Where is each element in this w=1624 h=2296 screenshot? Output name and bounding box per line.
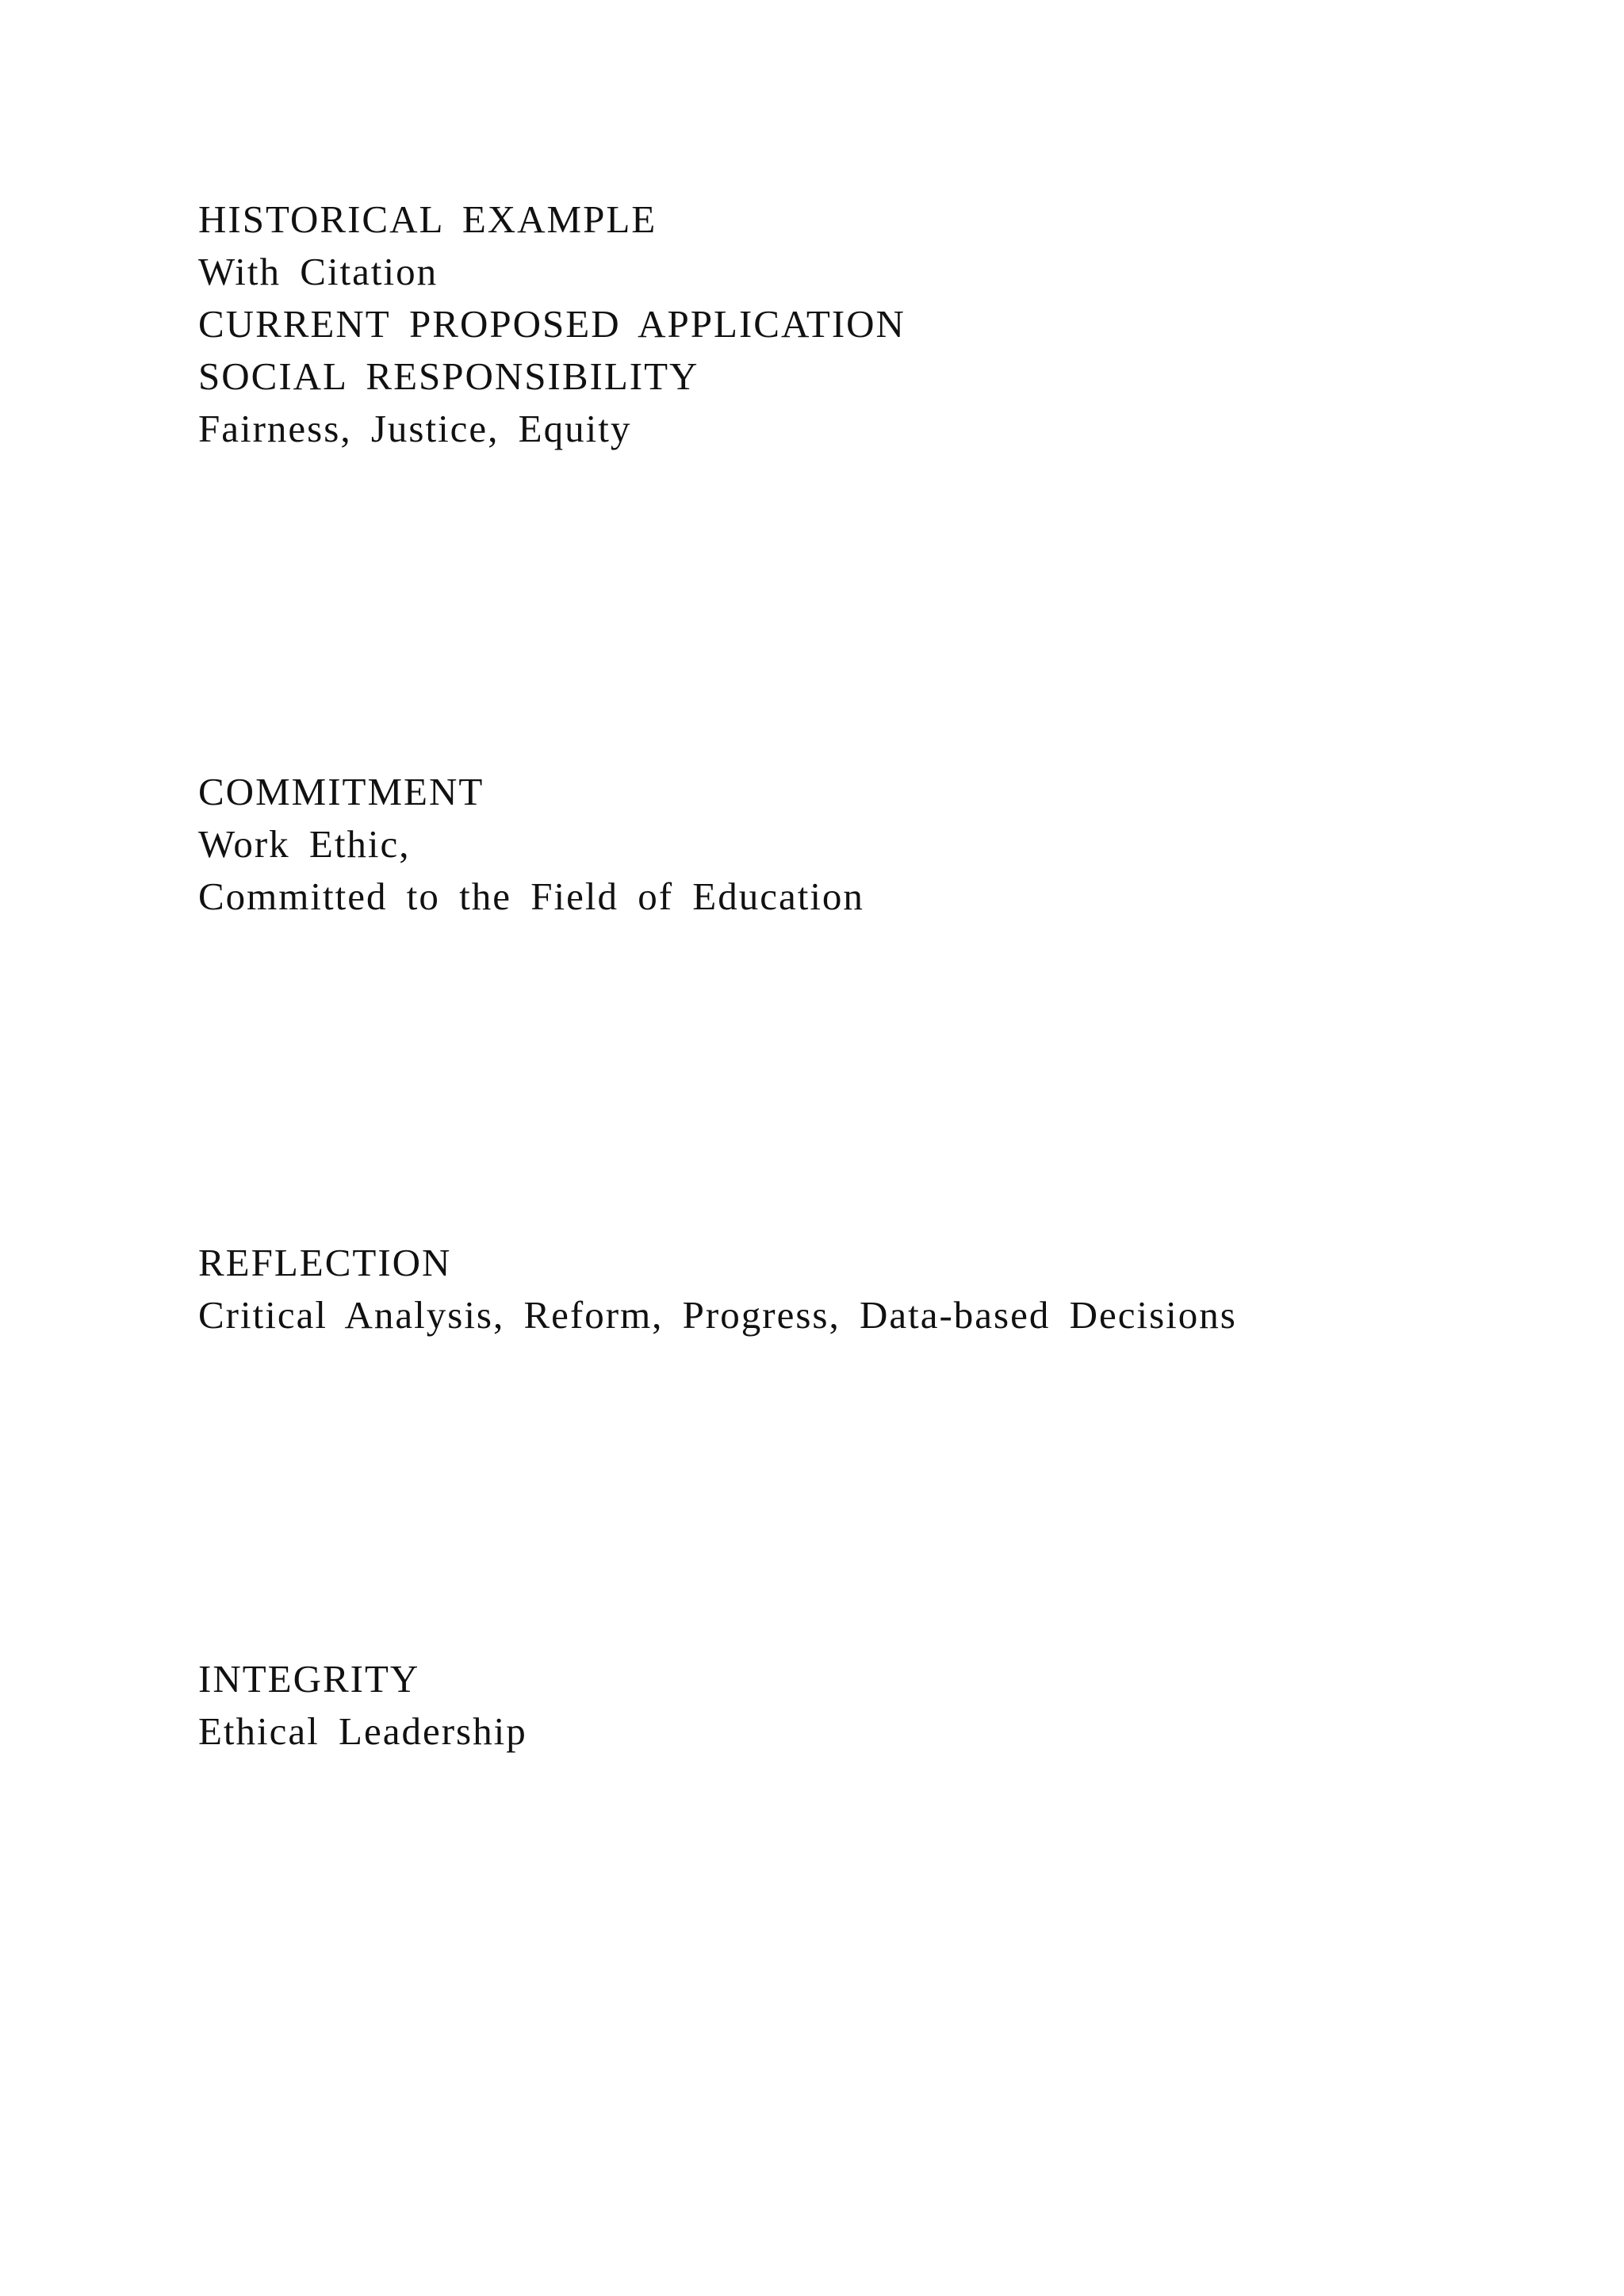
heading-social-responsibility: SOCIAL RESPONSIBILITY: [198, 354, 699, 398]
subtext-ethical-leadership: Ethical Leadership: [198, 1709, 527, 1753]
heading-commitment: COMMITMENT: [198, 770, 485, 813]
heading-reflection: REFLECTION: [198, 1241, 452, 1284]
subtext-committed-to-education: Committed to the Field of Education: [198, 874, 864, 918]
integrity-section: [198, 1653, 527, 1758]
heading-historical-example: HISTORICAL EXAMPLE: [198, 197, 657, 241]
reflection-section: [198, 1237, 1237, 1341]
historical-example-section: [198, 193, 906, 455]
commitment-section: [198, 766, 864, 923]
subtext-fairness-justice-equity: Fairness, Justice, Equity: [198, 407, 632, 450]
heading-current-proposed-application: CURRENT PROPOSED APPLICATION: [198, 302, 906, 346]
subtext-work-ethic: Work Ethic,: [198, 822, 411, 866]
subtext-with-citation: With Citation: [198, 250, 439, 293]
heading-integrity: INTEGRITY: [198, 1657, 420, 1701]
subtext-critical-analysis: Critical Analysis, Reform, Progress, Data-based Decisions: [198, 1293, 1237, 1337]
